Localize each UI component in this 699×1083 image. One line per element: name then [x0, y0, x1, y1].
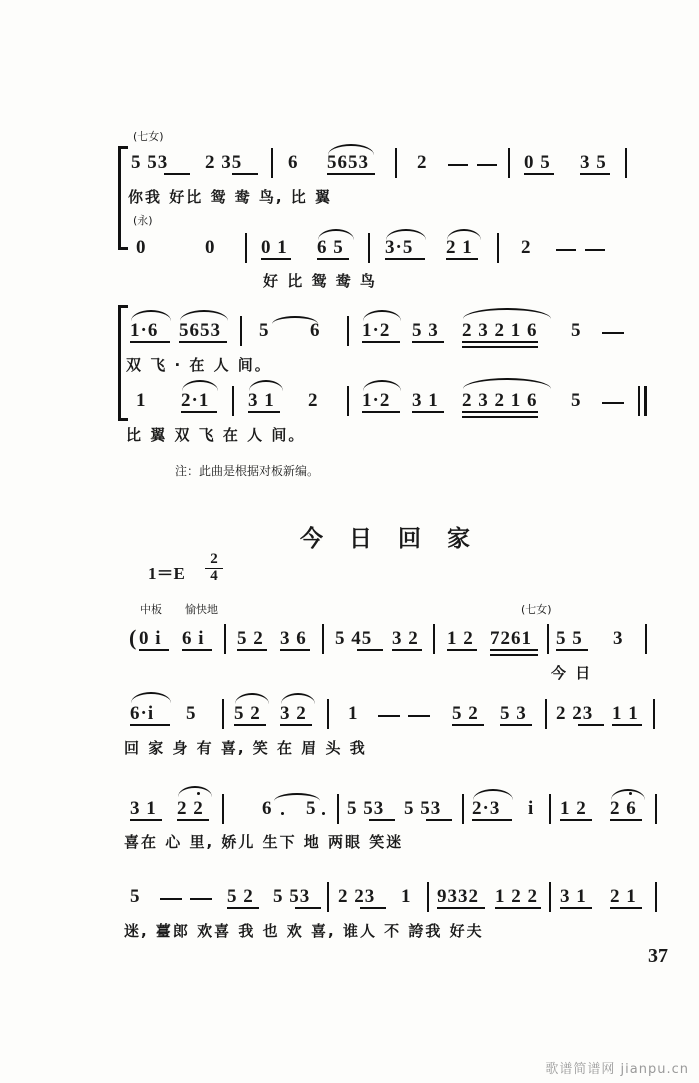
notes-s1-upper: 5 53	[131, 152, 169, 173]
notes-s2-upper-c: 5	[259, 320, 270, 341]
notes-l3-h: i	[528, 798, 535, 819]
barline	[427, 882, 429, 912]
beam	[452, 724, 484, 726]
lyrics-s2-upper: 双 飞 · 在 人 间。	[126, 356, 272, 374]
notes-l2-g: 5 3	[500, 703, 527, 724]
notes-l1-b: 6 i	[182, 628, 205, 649]
lyrics-l4: 迷, 薹郎 欢喜 我 也 欢 喜, 谁人 不 誇我 好夫	[124, 922, 484, 940]
beam	[612, 724, 642, 726]
notes-l4-a: 5	[130, 886, 141, 907]
lyrics-s1-upper: 你我 好比 鸳 鸯 鸟, 比 翼	[128, 188, 333, 206]
final-barline-thick	[644, 386, 647, 416]
notes-s2-lower-d: 2	[308, 390, 319, 411]
beam	[234, 724, 266, 726]
watermark	[545, 1058, 689, 1077]
slur	[131, 692, 171, 703]
sustain-dash	[602, 332, 624, 334]
beam	[462, 411, 538, 413]
voice-mark-yong: (永)	[133, 214, 153, 227]
notes-l3-a: 3 1	[130, 798, 157, 819]
notes-l4-c: 5 53	[273, 886, 311, 907]
notes-s2-lower-e: 1·2	[362, 390, 391, 411]
beam	[495, 907, 541, 909]
time-signature-numerator: 2	[210, 551, 218, 567]
barline	[645, 624, 647, 654]
notes-s2-upper-f: 5 3	[412, 320, 439, 341]
sustain-dash	[602, 402, 624, 404]
barline	[545, 699, 547, 729]
beam	[360, 907, 386, 909]
notes-s2-upper-b: 5653	[179, 320, 221, 341]
beam	[182, 649, 212, 651]
barline	[271, 148, 273, 178]
barline	[549, 794, 551, 824]
notes-l2-b: 5	[186, 703, 197, 724]
beam	[462, 346, 538, 348]
beam	[392, 649, 422, 651]
voice-mark-bottom: (七女)	[521, 603, 552, 616]
notes-s1-lower-c: 0 1	[261, 237, 288, 258]
notes-s1-lower-f: 2 1	[446, 237, 473, 258]
key-signature: 1＝E	[148, 564, 185, 583]
barline	[232, 386, 234, 416]
barline	[322, 624, 324, 654]
beam	[237, 649, 267, 651]
notes-l3-c: 6	[262, 798, 273, 819]
notes-s2-upper-h: 5	[571, 320, 582, 341]
notes-s2-upper-a: 1·6	[130, 320, 159, 341]
notes-s1-lower-a: 0	[136, 237, 147, 258]
notes-l4-d: 2 23	[338, 886, 376, 907]
notes-l3-g: 2·3	[472, 798, 501, 819]
beam	[130, 819, 162, 821]
beam	[412, 341, 444, 343]
notes-l4-e: 1	[401, 886, 412, 907]
barline	[347, 316, 349, 346]
barline	[653, 699, 655, 729]
notes-s2-lower-h: 5	[571, 390, 582, 411]
notes-s1-upper-f: 0 5	[524, 152, 551, 173]
beam	[232, 173, 258, 175]
notes-l4-b: 5 2	[227, 886, 254, 907]
notes-s2-lower-c: 3 1	[248, 390, 275, 411]
barline	[508, 148, 510, 178]
barline	[337, 794, 339, 824]
notes-s2-lower-g: 2 3 2 1 6	[462, 390, 538, 411]
watermark-text: 歌谱简谱网 jianpu.cn	[545, 1062, 689, 1077]
time-signature	[205, 552, 223, 585]
beam	[181, 411, 217, 413]
notes-l1-f: 3 2	[392, 628, 419, 649]
notes-l2-i: 1 1	[612, 703, 639, 724]
beam	[179, 341, 227, 343]
notes-s1-upper-b: 2 35	[205, 152, 243, 173]
beam	[580, 173, 610, 175]
notes-s2-upper-g: 2 3 2 1 6	[462, 320, 538, 341]
dotted-note-dot	[322, 812, 325, 815]
beam	[446, 258, 478, 260]
beam	[280, 724, 312, 726]
notes-l1-d: 3 6	[280, 628, 307, 649]
barline	[625, 148, 627, 178]
beam	[426, 819, 452, 821]
beam	[362, 411, 400, 413]
notes-l1-g: 1 2	[447, 628, 474, 649]
beam	[280, 649, 310, 651]
beam	[369, 819, 395, 821]
notes-l2-f: 5 2	[452, 703, 479, 724]
notes-l4-f: 9332	[437, 886, 479, 907]
barline	[222, 794, 224, 824]
notes-l1-a: 0 i	[139, 628, 162, 649]
beam	[437, 907, 485, 909]
beam	[472, 819, 512, 821]
notes-s1-upper-g: 3 5	[580, 152, 607, 173]
notes-s1-lower-e: 3·5	[385, 237, 414, 258]
system-bracket-1	[118, 146, 128, 250]
beam	[610, 819, 642, 821]
notes-l3-e: 5 53	[347, 798, 385, 819]
notes-l2-a: 6·i	[130, 703, 155, 724]
barline	[655, 794, 657, 824]
notes-s1-upper-e: 2	[417, 152, 428, 173]
beam	[139, 649, 169, 651]
beam	[327, 173, 375, 175]
notes-l1-i: 5 5	[556, 628, 583, 649]
voice-mark-qinv: (七女)	[133, 130, 164, 143]
notes-l1-h: 7261	[490, 628, 532, 649]
time-signature-denominator: 4	[205, 568, 223, 585]
barline	[462, 794, 464, 824]
notes-s1-lower-b: 0	[205, 237, 216, 258]
tempo-mark-left: 中板	[140, 603, 162, 616]
barline	[224, 624, 226, 654]
beam	[524, 173, 554, 175]
sustain-dash	[585, 249, 605, 251]
notes-s1-upper-c: 6	[288, 152, 299, 173]
notes-l3-j: 2 6	[610, 798, 637, 819]
sustain-dash	[448, 164, 468, 166]
barline	[327, 882, 329, 912]
barline	[347, 386, 349, 416]
beam	[490, 654, 538, 656]
beam	[227, 907, 259, 909]
notes-s1-lower-g: 2	[521, 237, 532, 258]
beam	[560, 819, 592, 821]
notes-s2-lower-b: 2·1	[181, 390, 210, 411]
sustain-dash	[190, 898, 212, 900]
tempo-mark-right: 愉快地	[185, 603, 218, 616]
sustain-dash	[556, 249, 576, 251]
beam	[500, 724, 532, 726]
notes-s2-lower-a: 1	[136, 390, 147, 411]
beam	[177, 819, 209, 821]
barline	[549, 882, 551, 912]
barline	[433, 624, 435, 654]
lyrics-l1: 今 日	[551, 664, 593, 682]
barline	[222, 699, 224, 729]
beam	[130, 724, 170, 726]
beam	[447, 649, 477, 651]
notes-s1-lower-d: 6 5	[317, 237, 344, 258]
dotted-note-dot	[281, 812, 284, 815]
beam	[295, 907, 321, 909]
beam	[385, 258, 425, 260]
notes-l2-e: 1	[348, 703, 359, 724]
beam	[462, 416, 538, 418]
sustain-dash	[477, 164, 497, 166]
notes-s2-upper-d: 6	[310, 320, 321, 341]
barline	[368, 233, 370, 263]
notes-s1-upper-d: 5653	[327, 152, 369, 173]
octave-dot	[629, 792, 632, 795]
notes-l2-d: 3 2	[280, 703, 307, 724]
lyrics-s2-lower: 比 翼 双 飞 在 人 间。	[126, 426, 306, 444]
lyrics-l3: 喜在 心 里, 娇儿 生下 地 两眼 笑迷	[124, 833, 404, 851]
footnote: 注：此曲是根据对板新编。	[175, 464, 320, 478]
barline	[655, 882, 657, 912]
beam	[560, 907, 592, 909]
notes-l3-f: 5 53	[404, 798, 442, 819]
barline	[497, 233, 499, 263]
notes-l1-j: 3	[613, 628, 624, 649]
notes-s2-lower-f: 3 1	[412, 390, 439, 411]
slur	[463, 308, 551, 319]
beam	[130, 341, 170, 343]
beam	[556, 649, 588, 651]
barline	[327, 699, 329, 729]
notes-l3-b: 2 2	[177, 798, 204, 819]
beam	[412, 411, 444, 413]
line1-open-paren: (	[129, 625, 138, 650]
notes-l4-h: 3 1	[560, 886, 587, 907]
beam	[462, 341, 538, 343]
barline	[240, 316, 242, 346]
barline	[547, 624, 549, 654]
beam	[248, 411, 280, 413]
sustain-dash	[378, 715, 400, 717]
beam	[164, 173, 190, 175]
sustain-dash	[408, 715, 430, 717]
octave-dot	[197, 792, 200, 795]
final-barline	[638, 386, 640, 416]
beam	[357, 649, 383, 651]
lyrics-l2: 回 家 身 有 喜, 笑 在 眉 头 我	[124, 739, 367, 757]
song-title: 今 日 回 家	[300, 526, 480, 552]
beam	[261, 258, 291, 260]
slur	[178, 786, 212, 797]
page-number: 37	[648, 945, 668, 967]
notes-l1-e: 5 45	[335, 628, 373, 649]
notes-l4-i: 2 1	[610, 886, 637, 907]
notes-s2-upper-e: 1·2	[362, 320, 391, 341]
notes-l1-c: 5 2	[237, 628, 264, 649]
beam	[362, 341, 400, 343]
notes-l2-h: 2 23	[556, 703, 594, 724]
lyrics-s1-lower: 好 比 鸳 鸯 鸟	[263, 272, 377, 290]
beam	[610, 907, 642, 909]
barline	[245, 233, 247, 263]
beam	[578, 724, 604, 726]
sustain-dash	[160, 898, 182, 900]
notes-l4-g: 1 2 2	[495, 886, 538, 907]
beam	[317, 258, 349, 260]
barline	[395, 148, 397, 178]
notes-l2-c: 5 2	[234, 703, 261, 724]
notes-l3-d: 5	[306, 798, 317, 819]
notes-l3-i: 1 2	[560, 798, 587, 819]
slur	[463, 378, 551, 389]
beam	[490, 649, 538, 651]
